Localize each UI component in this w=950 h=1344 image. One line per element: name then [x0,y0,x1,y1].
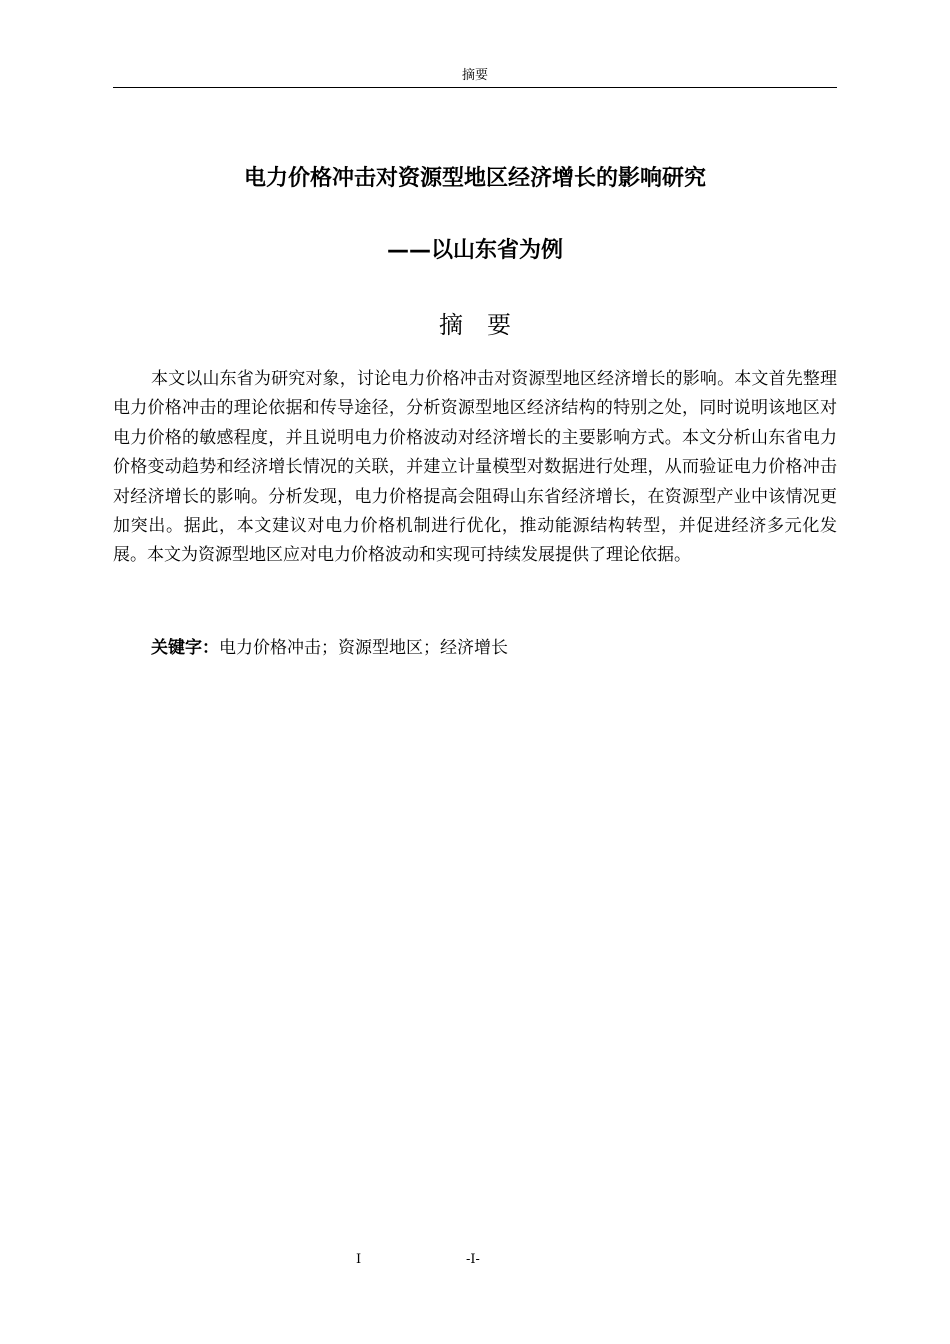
document-title: 电力价格冲击对资源型地区经济增长的影响研究 [243,166,706,191]
keywords-value: 电力价格冲击；资源型地区；经济增长 [219,638,508,658]
keywords-line [151,634,837,663]
keywords-label: 关键字： [151,638,219,658]
document-subtitle: ——以山东省为例 [386,238,563,263]
header-divider [113,87,837,88]
footer-roman-numeral: I [356,1252,362,1267]
abstract-body: 本文以山东省为研究对象，讨论电力价格冲击对资源型地区经济增长的影响。本文首先整理电力价格冲击的理论依据和传导途径，分析资源型地区经济结构的特别之处，同时说明该地区对电力价格的敏感程度，并且说明电力价格波动对经济增长的主要影响方式。本文分析山东省电力价格变动趋势和经济增长情况的关联，并建立计量模型对数据进行处理，从而验证电力价格冲击对经济增长的影响。分析发现，电力价格提高会阻碍山东省经济增长，在资源型产业中该情况更加突出。据此，本文建议对电力价格机制进行优化，推动能源结构转型，并促进经济多元化发展。本文为资源型地区应对电力价格波动和实现可持续发展提供了理论依据。 [113,369,837,566]
footer-page-number: -I- [466,1252,480,1267]
abstract-heading: 摘要 [439,311,535,339]
page-header: 摘要 [461,68,488,83]
